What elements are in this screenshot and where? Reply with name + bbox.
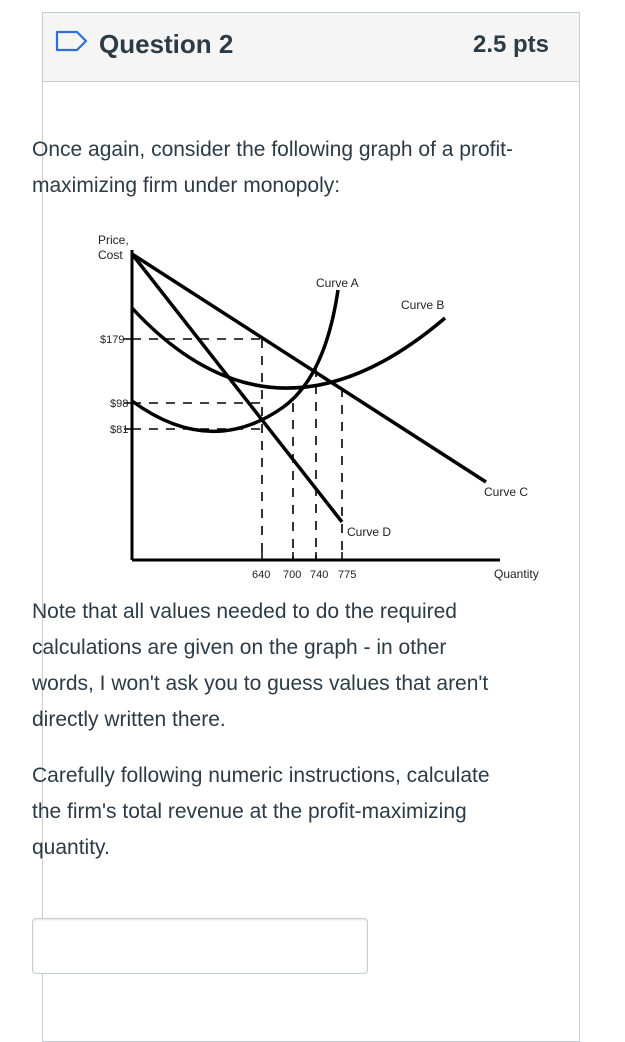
curve-b-label: Curve B [401, 298, 445, 312]
flag-question-icon[interactable] [55, 30, 89, 52]
curve-b-average-total-cost [132, 308, 445, 388]
curve-a-label: Curve A [316, 276, 359, 290]
x-tick-label-775: 775 [338, 569, 357, 581]
question-intro-text: Once again, consider the following graph of a profit-maximizing firm under monopoly: [32, 138, 513, 197]
y-axis-label-line1: Price, [98, 233, 129, 247]
guide-lines [132, 339, 342, 560]
curve-d-label: Curve D [347, 525, 392, 539]
question-header [43, 13, 579, 82]
x-tick-label-740: 740 [310, 569, 329, 581]
question-note-text: Note that all values needed to do the required calculations are given on the graph - in other words, I won't ask you to guess values that aren't directly written there. [32, 600, 489, 731]
curve-c-label: Curve C [484, 485, 529, 499]
x-tick-label-640: 640 [252, 569, 271, 581]
x-axis-label: Quantity [494, 567, 539, 581]
x-tick-label-700: 700 [283, 569, 302, 581]
curve-a-marginal-cost [132, 290, 338, 431]
y-tick-label-179: $179 [100, 334, 125, 346]
monopoly-graph [40, 218, 539, 598]
y-axis-label-line2: Cost [98, 248, 123, 262]
question-instruction-text: Carefully following numeric instructions, calculate the firm's total revenue at the profit-maximizing quantity. [32, 764, 490, 859]
answer-input[interactable] [32, 918, 368, 974]
y-tick-label-98: $98 [110, 398, 129, 410]
y-tick-label-81: $81 [110, 424, 129, 436]
curve-c-demand [132, 254, 486, 482]
question-title: Question 2 [99, 29, 234, 59]
question-points: 2.5 pts [472, 31, 549, 58]
